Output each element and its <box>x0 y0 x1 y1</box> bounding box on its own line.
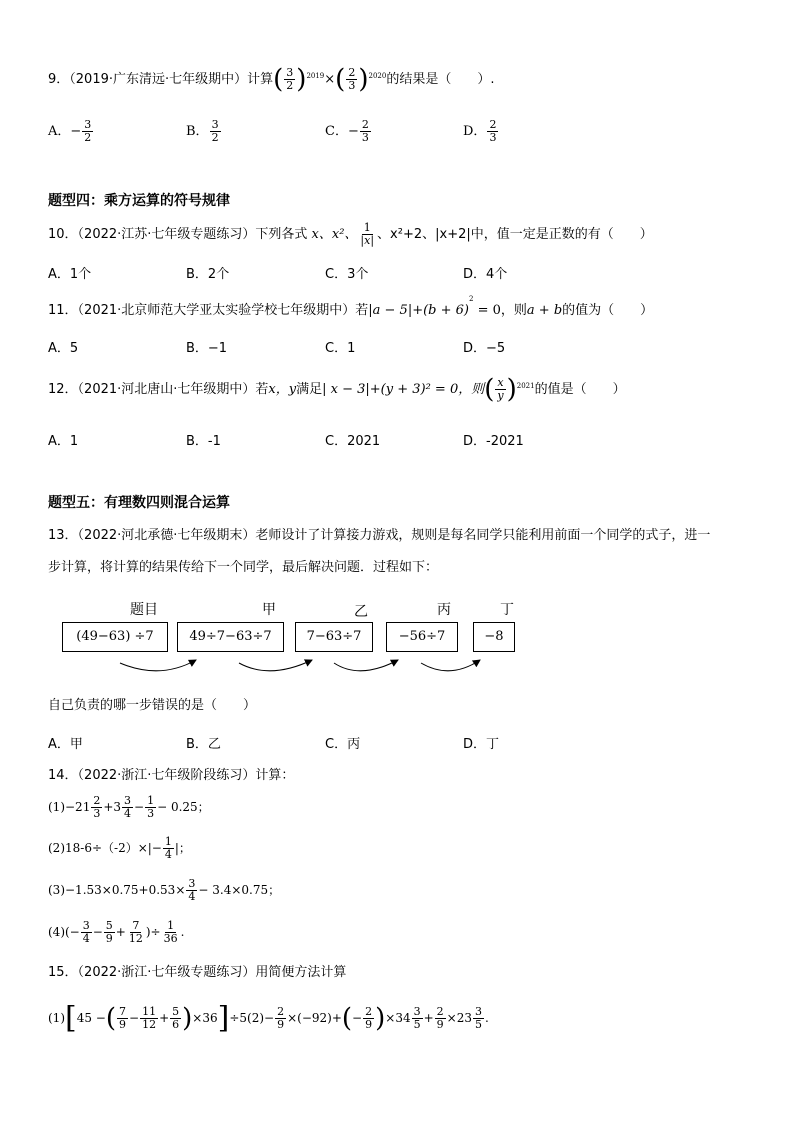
q15-title: 15．（2022·浙江·七年级专题练习）用简便方法计算 <box>48 965 347 980</box>
relay-label-jia: 甲 <box>262 602 276 618</box>
q14-part-1: (1)−21 $\frac{2}{3}$ +3 $\frac{3}{4}$ − $\frac{1}{3}$ − 0.25； <box>48 793 210 820</box>
q9-stem: 9．（2019·广东清远·七年级期中）计算( $\frac{3}{2}$ )$^{2019}$×( $\frac{2}{3}$ )$^{2020}$的结果是（ ）. <box>48 64 495 95</box>
q14-title: 14．（2022·浙江·七年级阶段练习）计算： <box>48 768 295 783</box>
q9-option-c[interactable]: C．− $\frac{2}{3}$ <box>325 117 369 144</box>
relay-arrow-2 <box>239 660 312 671</box>
q10-stem: 10．（2022·江苏·七年级专题练习）下列各式 x、x²、 $\frac{1}{|x|}$ 、x²+2、|x+2|中，值一定是正数的有（ ） <box>48 220 653 247</box>
relay-label-bing: 丙 <box>437 602 451 618</box>
q10-option-d[interactable]: D．4个 <box>463 267 508 282</box>
q10-option-b[interactable]: B．2个 <box>186 267 230 282</box>
relay-box-yi: 7−63÷7 <box>295 622 373 652</box>
q13-stem-line2: 步计算，将计算的结果传给下一个同学，最后解决问题．过程如下： <box>48 560 439 575</box>
relay-box-ding: −8 <box>473 622 515 652</box>
q10-option-a[interactable]: A．1个 <box>48 267 92 282</box>
relay-label-yi: 乙 <box>354 604 368 620</box>
q11-option-a[interactable]: A．5 <box>48 341 79 356</box>
relay-arrow-1 <box>120 660 196 671</box>
q13-option-d[interactable]: D．丁 <box>463 737 500 752</box>
q13-question: 自己负责的哪一步错误的是（ ） <box>48 698 257 713</box>
q12-option-a[interactable]: A．1 <box>48 434 79 449</box>
q11-option-c[interactable]: C．1 <box>325 341 356 356</box>
q13-stem-line1: 13．（2022·河北承德·七年级期末）老师设计了计算接力游戏，规则是每名同学只能利用前面一个同学的式子，进一 <box>48 528 711 543</box>
relay-box-bing: −56÷7 <box>386 622 458 652</box>
relay-box-jia: 49÷7−63÷7 <box>177 622 284 652</box>
q13-option-b[interactable]: B．乙 <box>186 737 221 752</box>
q14-part-4: (4)(− $\frac{3}{4}$ − $\frac{5}{9}$ + $\frac{7}{12}$ )÷ $\frac{1}{36}$ . <box>48 918 185 945</box>
relay-arrow-3 <box>334 660 398 671</box>
q12-stem: 12．（2021·河北唐山·七年级期中）若x，y满足| x − 3|+(y + 3)² = 0，则( $\frac{x}{y}$ )$^{2021}$的值是（ ） <box>48 374 626 405</box>
q15-part-1: (1)[45 −( $\frac{7}{9}$ − $\frac{11}{12}$ + $\frac{5}{6}$ )×36]÷5(2)− $\frac{2}{9}$ ×(−92)+(− $\frac{2}{9}$ )×34 $\frac{3}{5}$ + $\frac{2}{9}$ ×23 $\frac{3}{5}$ . <box>48 1000 489 1036</box>
q9-option-b[interactable]: B． $\frac{3}{2}$ <box>186 117 219 144</box>
q11-stem: 11．（2021·北京师范大学亚太实验学校七年级期中）若$|a - 5|+(b + 6)^2 = 0$，则a + b的值为（ ） <box>48 295 654 318</box>
q14-part-2: (2)18-6÷（-2）×|− $\frac{1}{4}$ |； <box>48 834 191 861</box>
relay-label-problem: 题目 <box>130 602 158 618</box>
q12-option-c[interactable]: C．2021 <box>325 434 381 449</box>
q11-option-b[interactable]: B．−1 <box>186 341 228 356</box>
q10-option-c[interactable]: C．3个 <box>325 267 369 282</box>
q11-option-d[interactable]: D．−5 <box>463 341 506 356</box>
section-heading-5: 题型五：有理数四则混合运算 <box>48 495 230 511</box>
q12-option-d[interactable]: D．-2021 <box>463 434 524 449</box>
q14-part-3: (3)−1.53×0.75+0.53× $\frac{3}{4}$ − 3.4×0.75； <box>48 876 281 903</box>
relay-box-problem: (49−63) ÷7 <box>62 622 168 652</box>
q12-option-b[interactable]: B．-1 <box>186 434 221 449</box>
q9-option-a[interactable]: A．− $\frac{3}{2}$ <box>48 117 92 144</box>
q13-option-a[interactable]: A．甲 <box>48 737 83 752</box>
q13-option-c[interactable]: C．丙 <box>325 737 361 752</box>
relay-label-ding: 丁 <box>500 602 514 618</box>
q9-option-d[interactable]: D． $\frac{2}{3}$ <box>463 117 497 144</box>
relay-arrow-4 <box>421 660 480 671</box>
section-heading-4: 题型四：乘方运算的符号规律 <box>48 193 230 209</box>
